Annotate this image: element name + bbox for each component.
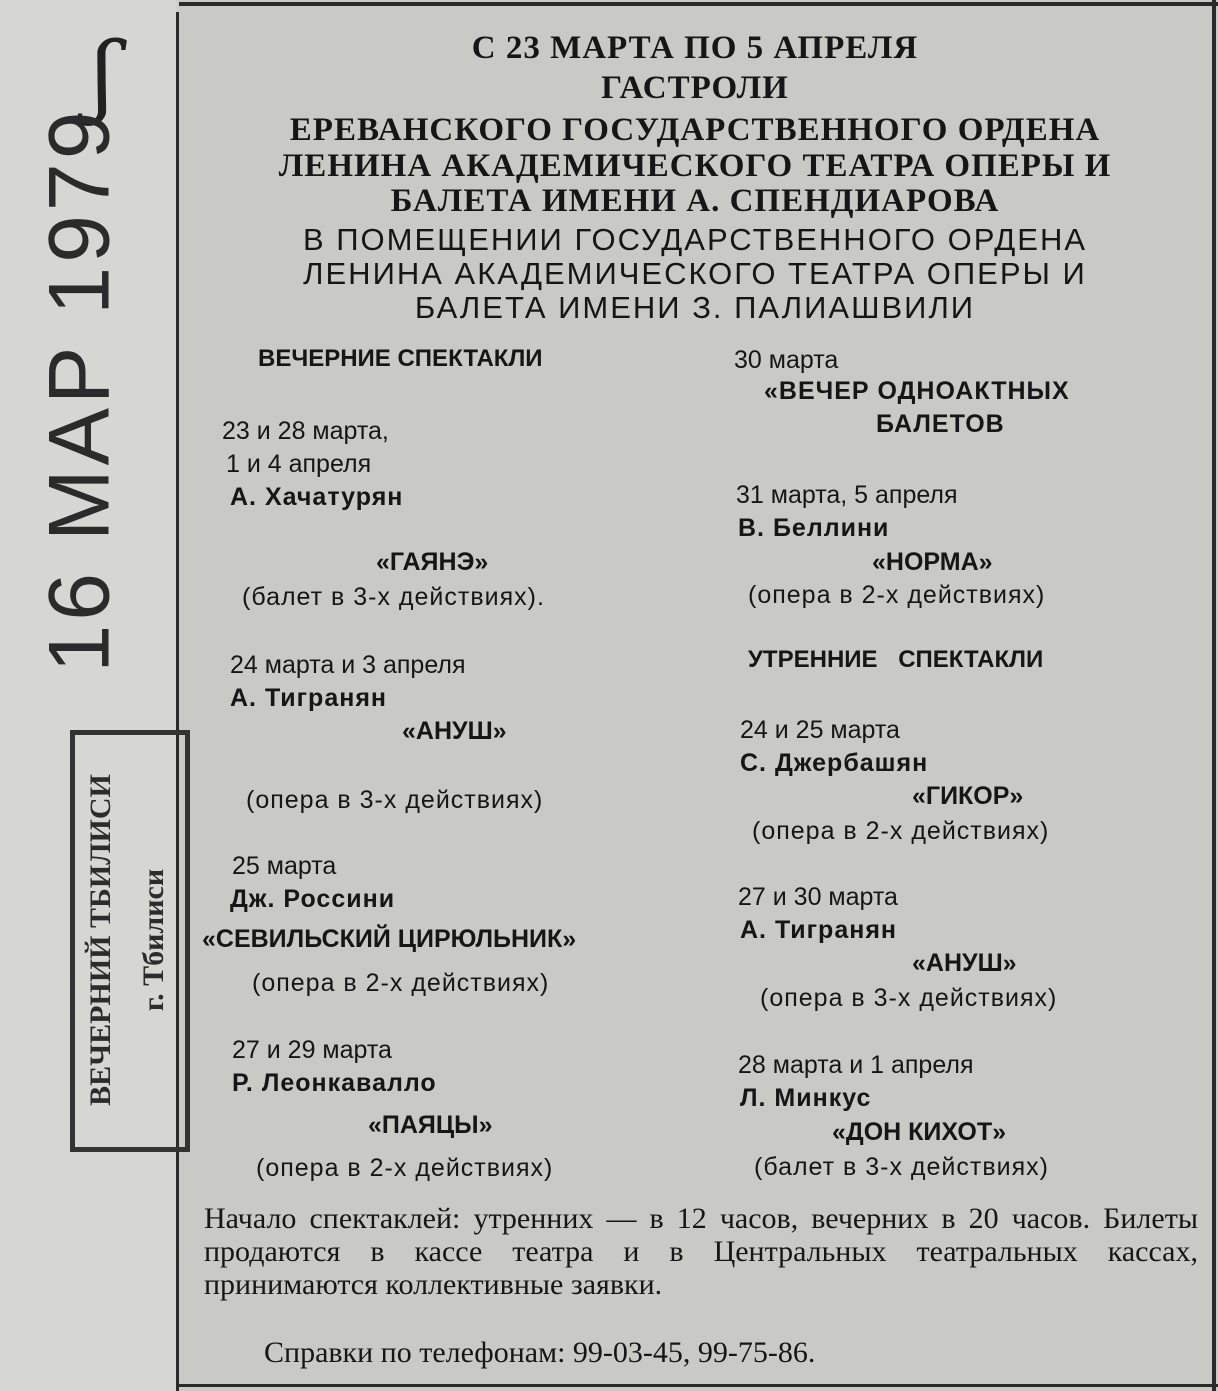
show-dates: 24 и 25 марта	[740, 716, 900, 744]
show-dates: 25 марта	[232, 852, 337, 880]
show-composer: А. Хачатурян	[230, 483, 404, 511]
show-title: «ВЕЧЕР ОДНОАКТНЫХ	[764, 377, 1070, 405]
show-title: «АНУШ»	[912, 949, 1017, 977]
show-composer: С. Джербашян	[740, 749, 929, 777]
show-composer: Л. Минкус	[740, 1084, 872, 1112]
show-dates: 1 и 4 апреля	[226, 450, 372, 478]
show-title: «ДОН КИХОТ»	[832, 1118, 1007, 1146]
show-genre: (балет в 3-х действиях)	[754, 1153, 1049, 1181]
show-title: «ГАЯНЭ»	[376, 548, 489, 576]
show-title: «НОРМА»	[872, 548, 993, 576]
clipping-right-border	[1212, 0, 1216, 1391]
show-title: БАЛЕТОВ	[876, 410, 1005, 438]
show-title: «ГИКОР»	[912, 782, 1024, 810]
show-composer: А. Тигранян	[740, 916, 898, 944]
venue-line1: В ПОМЕЩЕНИИ ГОСУДАРСТВЕННОГО ОРДЕНА	[302, 222, 1088, 257]
show-dates: 23 и 28 марта,	[222, 417, 389, 445]
footer-info: Начало спектаклей: утренних — в 12 часов, вечерних в 20 часов. Билеты продаются в кассе театра и в Центральных театральных кассах, принимаются коллективные заявки.	[204, 1202, 1198, 1301]
show-dates: 31 марта, 5 апреля	[736, 481, 958, 509]
show-composer: Р. Леонкавалло	[232, 1069, 437, 1097]
show-dates: 24 марта и 3 апреля	[230, 651, 466, 679]
show-title: «ПАЯЦЫ»	[368, 1111, 493, 1139]
show-dates: 27 и 30 марта	[738, 883, 898, 911]
show-dates: 30 марта	[734, 346, 839, 374]
date-stamp: 16 МАР 1979	[31, 107, 128, 673]
clipping-stamp-newspaper: ВЕЧЕРНИЙ ТБИЛИСИ	[84, 774, 117, 1106]
show-genre: (опера в 3-х действиях)	[246, 786, 544, 814]
show-composer: В. Беллини	[738, 514, 890, 542]
show-genre: (опера в 2-х действиях)	[252, 969, 550, 997]
show-title: «СЕВИЛЬСКИЙ ЦИРЮЛЬНИК»	[202, 925, 577, 953]
show-genre: (опера в 3-х действиях)	[760, 984, 1058, 1012]
handwritten-mark: ʃ	[84, 23, 124, 128]
footer-phones: Справки по телефонам: 99-03-45, 99-75-86.	[264, 1336, 816, 1369]
show-genre: (опера в 2-х действиях)	[752, 817, 1050, 845]
headline-dates: С 23 МАРТА ПО 5 АПРЕЛЯ	[471, 30, 919, 66]
show-title: «АНУШ»	[402, 717, 507, 745]
clipping-top-border	[179, 2, 1218, 6]
show-genre: (опера в 2-х действиях)	[256, 1154, 554, 1182]
venue-line2: ЛЕНИНА АКАДЕМИЧЕСКОГО ТЕАТРА ОПЕРЫ И	[303, 256, 1087, 291]
show-composer: Дж. Россини	[230, 885, 396, 913]
headline-title: ГАСТРОЛИ	[601, 70, 789, 106]
show-composer: А. Тигранян	[230, 684, 388, 712]
headline-theatre-line1: ЕРЕВАНСКОГО ГОСУДАРСТВЕННОГО ОРДЕНА	[289, 112, 1101, 148]
show-genre: (опера в 2-х действиях)	[748, 581, 1046, 609]
show-genre: (балет в 3-х действиях).	[242, 583, 545, 611]
venue-line3: БАЛЕТА ИМЕНИ З. ПАЛИАШВИЛИ	[414, 290, 976, 325]
clipping-left-border	[176, 12, 179, 1391]
clipping-stamp-city: г. Тбилиси	[137, 868, 170, 1012]
evening-heading: ВЕЧЕРНИЕ СПЕКТАКЛИ	[258, 345, 543, 372]
clipping-bottom-border	[179, 1384, 1218, 1387]
show-dates: 28 марта и 1 апреля	[738, 1051, 974, 1079]
headline-theatre-line2: ЛЕНИНА АКАДЕМИЧЕСКОГО ТЕАТРА ОПЕРЫ И	[278, 148, 1112, 184]
show-dates: 27 и 29 марта	[232, 1036, 392, 1064]
headline-theatre-line3: БАЛЕТА ИМЕНИ А. СПЕНДИАРОВА	[390, 183, 1000, 219]
morning-heading: УТРЕННИЕ СПЕКТАКЛИ	[748, 646, 1044, 673]
